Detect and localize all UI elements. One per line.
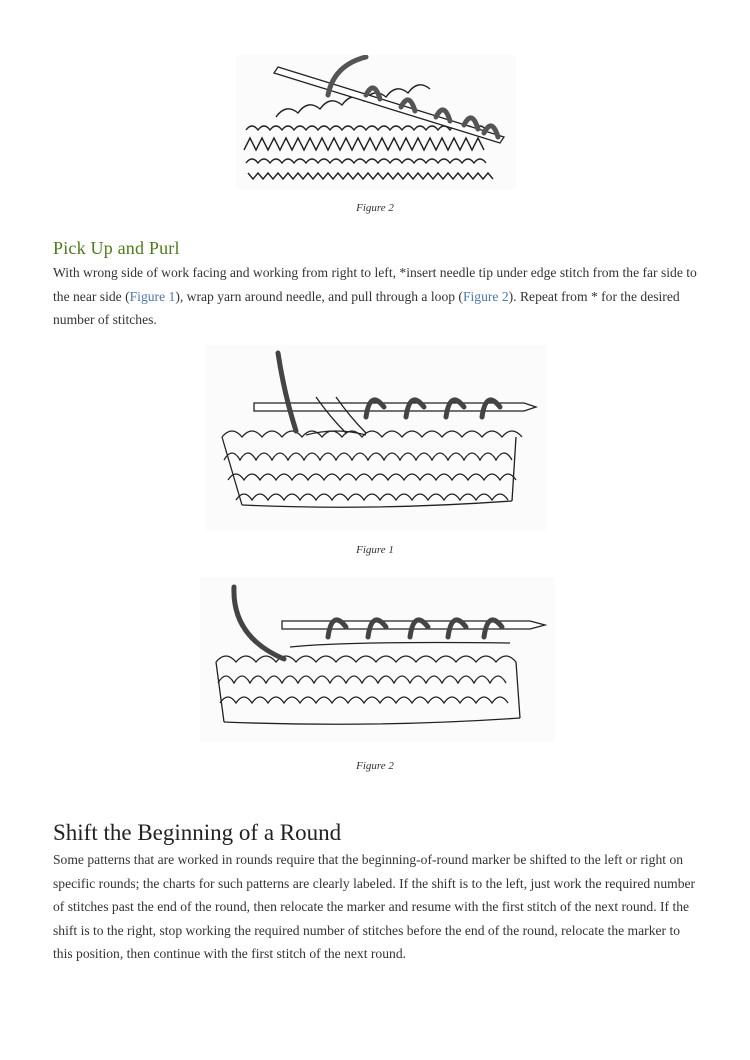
figure-2-caption: Figure 2 — [356, 760, 394, 772]
section-heading-pick-up-and-purl: Pick Up and Purl — [53, 238, 180, 258]
figure-1-link[interactable]: Figure 1 — [129, 288, 176, 304]
pick-up-and-purl-paragraph — [53, 261, 703, 332]
pick-up-purl-figure-2-illustration — [200, 577, 555, 742]
figure-2-link[interactable]: Figure 2 — [462, 288, 509, 304]
figure-1-caption: Figure 1 — [356, 544, 394, 556]
figure-caption-top: Figure 2 — [356, 202, 394, 214]
paragraph-text: ). Repeat from * for the desired number of stitches. — [53, 288, 680, 327]
pick-up-knit-figure-2-illustration — [236, 55, 516, 190]
shift-round-paragraph: Some patterns that are worked in rounds require that the beginning-of-round marker be shifted to the left or right on specific rounds; the charts for such patterns are clearly labeled. If the shift is to the left, just work the required number of stitches past the end of the round, then relocate the marker and resume with the first stitch of the next round. If the shift is to the right, stop working the required number of stitches before the end of the round, relocate the marker to this position, then continue with the first stitch of the next round. — [53, 852, 696, 961]
section-heading-shift-round: Shift the Beginning of a Round — [53, 820, 342, 845]
pick-up-purl-figure-1-illustration — [206, 345, 546, 530]
paragraph-text: With wrong side of work facing and working from right to left, *insert needle tip under edge stitch from the far side to the near side ( — [53, 265, 697, 304]
paragraph-text: ), wrap yarn around needle, and pull through a loop ( — [175, 288, 463, 304]
